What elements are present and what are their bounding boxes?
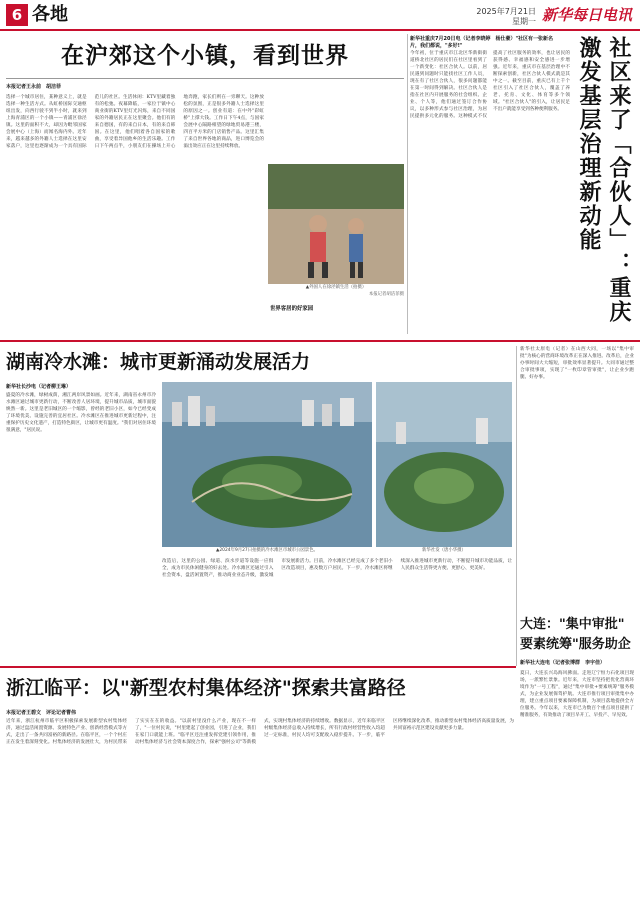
- article1-photo-caption: ▲外国人在徐泾镇生活（拍摄）: [305, 285, 367, 290]
- hunan-body-left: 盛夏的冷水滩，绿树成荫，湘江两岸风景如画。近年来，湖南省永州市冷水滩区通过城市更新行动，不断改善人居环境，提升城市品质，城市面貌焕然一新。这里是老旧城区的一个缩影，曾经的老旧小区，如今已经变成了环境优美、设施完善的宜居社区。冷水滩区在推进城市更新过程中，注重保护历史文化遗产，打造特色街区，让城市更有温度。"我们对居住环境很满意，"居民说。: [6, 393, 156, 433]
- section-name: 各地: [32, 4, 68, 25]
- masthead-rule: [0, 29, 640, 31]
- masthead-weekday: 星期一: [512, 17, 536, 26]
- article1-subhead: 世界客居的好家园: [270, 306, 314, 312]
- hunan-photo-caption: ▲2024年9月27日拍摄的冷水滩区市城市公园景色。: [216, 548, 318, 553]
- zhejiang-body: 近年来，浙江杭州市临平区积极探索发展新型农村集体经济，通过盘活闲置资源、发展特色产业、创新经营模式等方式，走出了一条共同富裕的新路径。在临平区，一个个村庄正在发生着深刻变化。村集体经济的发展壮大，为村民带来了实实在在的收益。"以前村里没什么产业，现在不一样了，"一位村民说，"村里建起了创业园，引进了企业，我们在家门口就能上班。"临平区还注重发挥党建引领作用，推动村集体经济与社会资本深度合作，探索"强村公司"等新模式，实现村集体经济的持续增收。数据显示，近年来临平区村级集体经济总收入持续增长，所有行政村经营性收入均超过一定标准，村民人均可支配收入稳步提升。下一步，临平区将继续深化改革，推动新型农村集体经济高质量发展，为共同富裕示范区建设贡献更多力量。: [6, 719, 514, 745]
- hunan-photo2-caption: 新华社发（唐小华摄）: [422, 548, 466, 553]
- zhejiang-section-rule: [0, 666, 516, 668]
- zhejiang-title: 浙江临平：以"新型农村集体经济"探索共富路径: [6, 677, 406, 699]
- right-article-head: 新华社重庆7月20日电（记者李晓婷 杨仕豪）"社区有一张新名片，我们都说，"多好!": [410, 36, 554, 49]
- hunan-byline: 新华社长沙电（记者柳王琳）: [6, 384, 72, 390]
- page-number: 6: [6, 4, 28, 26]
- article1-body-text: 选择一个城市居住，某种意义上，就是选择一种生活方式。从虹桥国际交通枢纽出发，向西行驶不到半小时，就来到上海青浦区的一个小镇——青浦区徐泾镇。这里的面积不大，却因为毗邻国家会展中心（上海）而闻名海内外。近年来，越来越多的外籍人士选择在这里安家落户，这里也逐渐成为一个具有国际范儿的社区。生活休闲：KTV里藏着独有的松弛。夜幕降临，一家位于镇中心商业街的KTV里灯光闪烁，来自不同国家的外籍居民正在这里聚会。他们有的来自德国，有的来自日本，有的来自韩国。在这里，他们唱着各自国家的歌曲，享受着异国他乡的生活乐趣。工作日下午两点半，小朋友们在操场上开心地奔跑，家长们则在一旁聊天。这种放松的氛围，正是很多外籍人士选择这里的原因之一。创业有道：在中外"彩虹桥"上撑大钱。工作日下午4点，与国家会展中心隔路相望的绿地贸易港三楼，四百平方米的门店销售产品。这里汇集了来自世界各地的商品，进口博览会的溢出效应正在这里持续释放。: [6, 95, 264, 149]
- hunan-body-bottom: 改造后，这里的公园、绿道、滨水步道等设施一应俱全，成为市民休闲健身的好去处。冷水滩区还通过引入社会资本，盘活闲置资产，推动商业业态升级，激发城市发展新活力。目前，冷水滩区已经完成了多个老旧小区改造项目，惠及数万户居民。下一步，冷水滩区将继续深入推进城市更新行动，不断提升城市功能品质，让人民群众生活得更方便、更舒心、更美好。: [162, 559, 512, 578]
- masthead-date: 2025年7月21日: [476, 7, 536, 16]
- masthead: [0, 0, 640, 30]
- hunan-photo-aerial: [162, 382, 372, 547]
- article1-title: 在沪郊这个小镇，看到世界: [61, 42, 349, 69]
- vertical-headline: 社区来了「合伙人」：重庆激发基层治理新动能: [576, 36, 632, 324]
- article1-photo-credit: 本报记者胡洁菲摄: [368, 292, 404, 297]
- dalian-title-line1: 大连："集中审批": [520, 617, 625, 632]
- hunan-photo-park: [376, 382, 512, 547]
- article1-byline: 本报记者王永前 胡洁菲: [6, 84, 62, 90]
- column-divider: [407, 34, 408, 334]
- dalian-title-line2: 要素统筹"服务助企: [520, 637, 631, 652]
- right-column-body: 新华社太原电（记者）在山西大同，一场以"集中审批"为核心的营商环境改革正在深入推进。改革后，企业办事时间大大缩短，审批效率显著提升。大同市通过整合审批事项，实现了"一枚印章管审批"，让企业少跑腿、好办事。: [520, 347, 634, 380]
- right-article-body: 今年初，位于重庆市江北区华新街街道桥北社区的居民们在社区里看到了一个新变化：社区合伙人。以前，居民遇到问题时只能找社区工作人员，现在有了社区合伙人，很多问题都能在第一时间得到解决。社区合伙人是指在社区内开展服务的社会组织、企业、个人等，他们通过签订合作协议，以多种形式参与社区治理，为居民提供多元化的服务。这种模式不仅提高了社区服务的效率，也让居民的获得感、幸福感和安全感进一步增强。近年来，重庆市在基层治理中不断探索创新，社区合伙人模式就是其中之一。截至目前，重庆已有上千个社区引入了社区合伙人，覆盖了养老、托育、文化、体育等多个领域。"社区合伙人"的引入，让居民足不出户就能享受到各种便利服务。: [410, 51, 570, 119]
- dalian-byline: 新华社大连电（记者张博群 李宇佳）: [520, 660, 606, 666]
- hunan-section-rule: [0, 340, 640, 342]
- column-divider-right: [516, 346, 517, 666]
- zhejiang-byline: 本报记者王碧文 评论记者曹伟: [6, 710, 77, 716]
- article1-rule: [6, 78, 404, 79]
- newspaper-logo: 新华每日电讯: [541, 6, 632, 24]
- article1-photo: [268, 164, 404, 284]
- hunan-title: 湖南冷水滩：城市更新涌动发展活力: [6, 351, 311, 373]
- dalian-body: 夏日，大连长兴岛海风拂面。走进辽宁恒力石化项目现场，一派繁忙景象。近年来，大连市坚持把优化营商环境作为"一号工程"，通过"集中审批+要素统筹"服务模式，为企业发展保驾护航。大连市推行项目审批集中办理，建立重点项目要素保障机制，为项目落地提供全方位服务。今年以来，大连市已为数百个重点项目提供了精准服务，有效推动了项目早开工、早投产、早见效。: [520, 671, 634, 718]
